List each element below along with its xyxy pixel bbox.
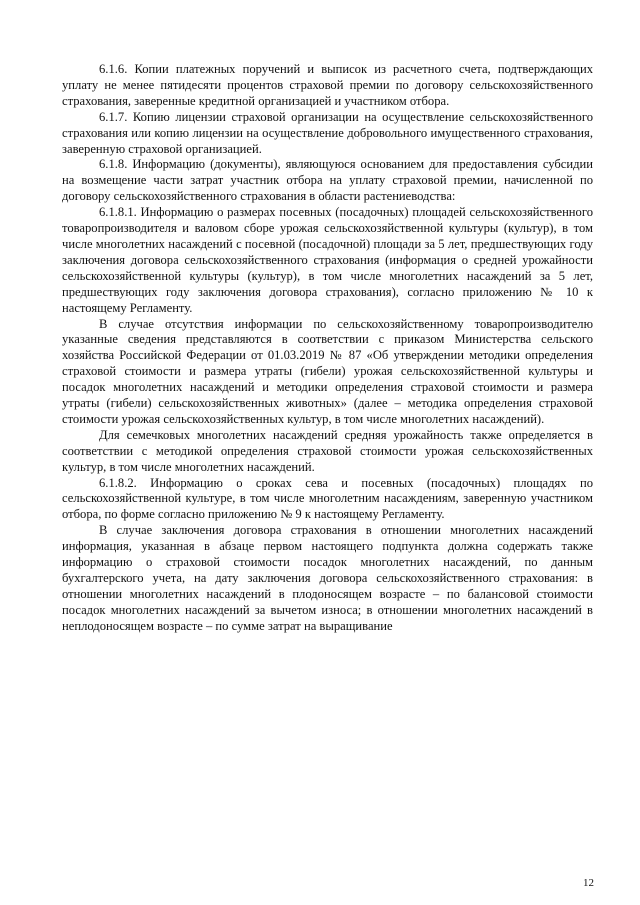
- page-number: 12: [583, 877, 594, 889]
- document-body: [62, 62, 593, 635]
- paragraph-pome-plantings: Для семечковых многолетних насаждений средняя урожайность также определяется в соответствии с методикой определения страховой стоимости урожая сельскохозяйственных культур, в том числе многолетних насаждений.: [62, 427, 593, 474]
- paragraph-6-1-8: 6.1.8. Информацию (документы), являющуюся основанием для предоставления субсидии на возмещение части затрат участник отбора на уплату страховой премии, начисленной по договору сельскохозяйственного страхования в области растениеводства:: [62, 157, 593, 204]
- paragraph-absence-of-info: В случае отсутствия информации по сельскохозяйственному товаропроизводителю указанные сведения представляются в соответствии с приказом Министерства сельского хозяйства Российской Федерации от 01.03.2019 № 87 «Об утверждении методики определения страховой стоимости и размера утраты (гибели) урожая сельскохозяйственной культуры и посадок многолетних насаждений и методики определения страховой стоимости и размера утраты (гибели) сельскохозяйственных животных» (далее – методика определения страховой стоимости урожая сельскохозяйственных культур, в том числе многолетних насаждений).: [62, 316, 593, 426]
- paragraph-6-1-6: 6.1.6. Копии платежных поручений и выписок из расчетного счета, подтверждающих уплату не менее пятидесяти процентов страховой премии по договору сельскохозяйственного страхования, заверенные кредитной организацией и участником отбора.: [62, 62, 593, 108]
- paragraph-6-1-8-2: 6.1.8.2. Информацию о сроках сева и посевных (посадочных) площадях по сельскохозяйственной культуре, в том числе многолетним насаждениям, заверенную участником отбора, по форме согласно приложению № 9 к настоящему Регламенту.: [62, 475, 593, 522]
- paragraph-perennial-insurance: В случае заключения договора страхования в отношении многолетних насаждений информация, указанная в абзаце первом настоящего подпункта должна содержать также информацию о страховой стоимости посадок многолетних насаждений, по данным бухгалтерского учета, на дату заключения договора сельскохозяйственного страхования: в отношении многолетних насаждений в плодоносящем возрасте – по балансовой стоимости посадок многолетних насаждений за вычетом износа; в отношении многолетних насаждений в неплодоносящем возрасте – по сумме затрат на выращивание: [62, 523, 593, 633]
- paragraph-6-1-7: 6.1.7. Копию лицензии страховой организации на осуществление сельскохозяйственного страхования или копию лицензии на осуществление добровольного имущественного страхования, заверенную страховой организацией.: [62, 109, 593, 156]
- paragraph-6-1-8-1: 6.1.8.1. Информацию о размерах посевных (посадочных) площадей сельскохозяйственного товаропроизводителя и валовом сборе урожая сельскохозяйственной культуры (культур), в том числе многолетних насаждений с посевной (посадочной) площади за 5 лет, предшествующих году заключения договора сельскохозяйственного страхования (информация о средней урожайности сельскохозяйственной культуры (культур), в том числе многолетних насаждений за 5 лет, предшествующих году заключения договора страхования), согласно приложению № 10 к настоящему Регламенту.: [62, 205, 593, 315]
